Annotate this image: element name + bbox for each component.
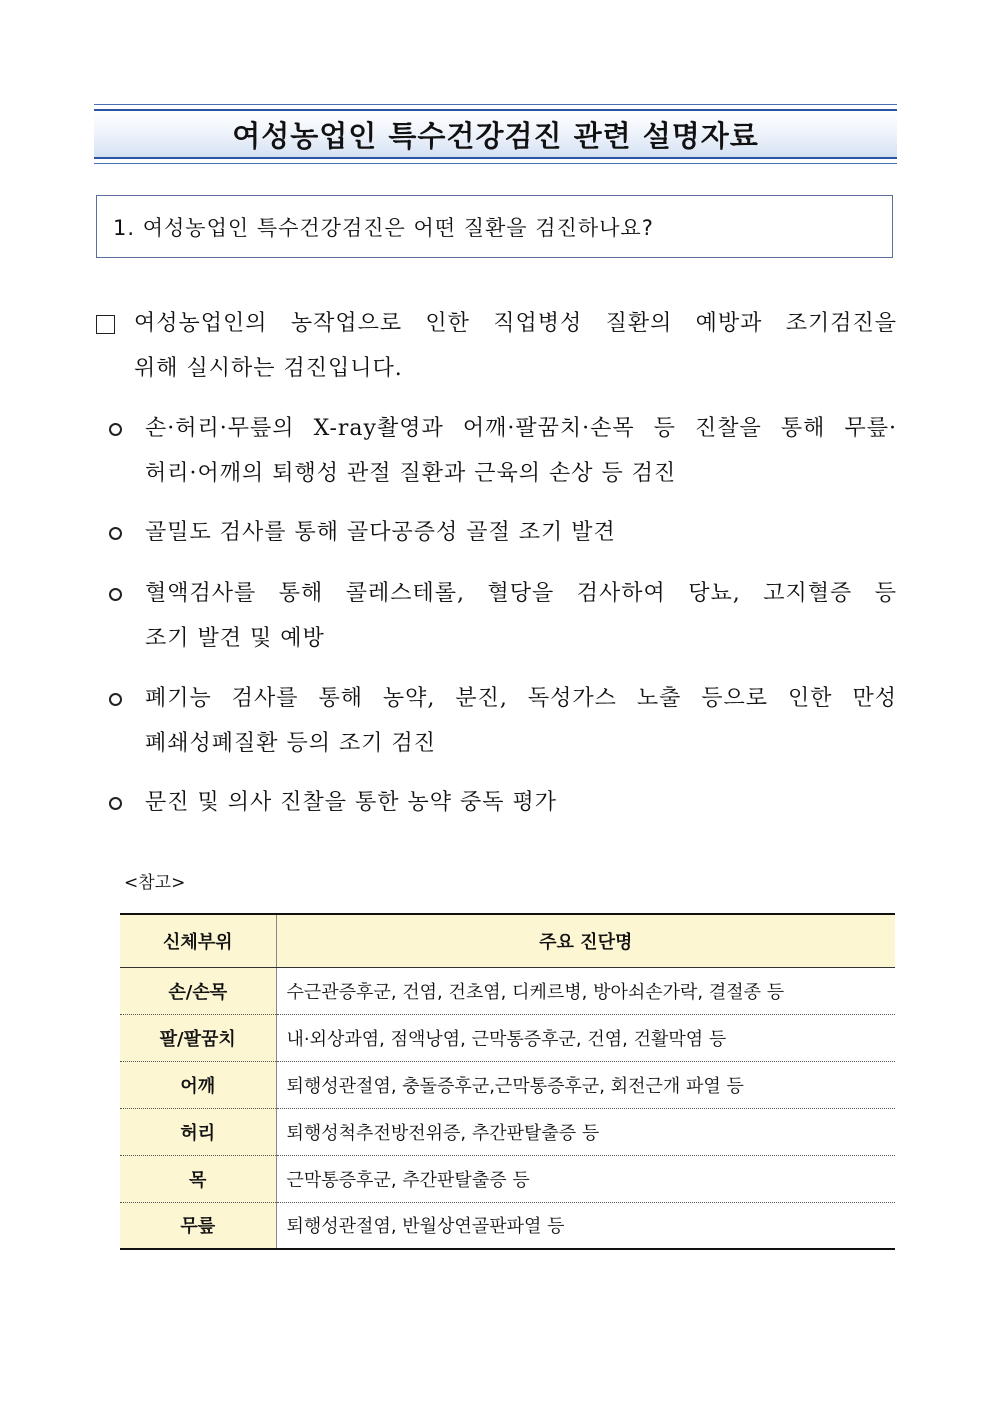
body-part-cell: 허리 xyxy=(120,1108,276,1155)
table-row xyxy=(120,1108,895,1155)
title-banner-inner xyxy=(94,109,897,159)
bullet-4-line-2: 폐쇄성폐질환 등의 조기 검진 xyxy=(145,731,437,756)
circle-bullet-icon xyxy=(109,797,122,810)
intro-line-1: 여성농업인의 농작업으로 인한 직업병성 질환의 예방과 조기검진을 xyxy=(134,311,897,336)
diagnosis-cell: 수근관증후군, 건염, 건초염, 디케르병, 방아쇠손가락, 결절종 등 xyxy=(276,967,895,1014)
question-box xyxy=(96,195,893,258)
body-part-cell: 어깨 xyxy=(120,1061,276,1108)
body-part-cell: 팔/팔꿈치 xyxy=(120,1014,276,1061)
bullet-3-line-2: 조기 발견 및 예방 xyxy=(145,626,325,651)
page-title: 여성농업인 특수건강검진 관련 설명자료 xyxy=(232,118,759,153)
circle-bullet-icon xyxy=(109,423,122,436)
header-diagnosis: 주요 진단명 xyxy=(276,914,895,967)
table-row xyxy=(120,1061,895,1108)
bullet-5-line-1: 문진 및 의사 진찰을 통한 농약 중독 평가 xyxy=(145,790,557,815)
bullet-4-line-1: 폐기능 검사를 통해 농약, 분진, 독성가스 노출 등으로 인한 만성 xyxy=(145,686,897,711)
table-row xyxy=(120,1155,895,1202)
diagnosis-cell: 퇴행성관절염, 반월상연골판파열 등 xyxy=(276,1202,895,1249)
bullet-3-line-1: 혈액검사를 통해 콜레스테롤, 혈당을 검사하여 당뇨, 고지혈증 등 xyxy=(145,581,897,606)
circle-bullet-icon xyxy=(109,588,122,601)
circle-bullet-icon xyxy=(109,693,122,706)
table-row xyxy=(120,1014,895,1061)
question-text: 1. 여성농업인 특수건강검진은 어떤 질환을 검진하나요? xyxy=(113,215,654,240)
diagnosis-cell: 퇴행성관절염, 충돌증후군,근막통증후군, 회전근개 파열 등 xyxy=(276,1061,895,1108)
body-part-cell: 목 xyxy=(120,1155,276,1202)
body-part-cell: 손/손목 xyxy=(120,967,276,1014)
bullet-1-line-1: 손·허리·무릎의 X-ray촬영과 어깨·팔꿈치·손목 등 진찰을 통해 무릎· xyxy=(145,416,897,441)
diagnosis-cell: 근막통증후군, 추간판탈출증 등 xyxy=(276,1155,895,1202)
table-header-row xyxy=(120,914,895,967)
intro-line-2: 위해 실시하는 검진입니다. xyxy=(134,356,403,381)
circle-bullet-icon xyxy=(109,527,122,540)
square-bullet-icon xyxy=(96,315,115,334)
table-row xyxy=(120,1202,895,1249)
title-banner xyxy=(94,104,897,164)
bullet-1-line-2: 허리·어깨의 퇴행성 관절 질환과 근육의 손상 등 검진 xyxy=(145,461,677,486)
body-part-cell: 무릎 xyxy=(120,1202,276,1249)
header-body-part: 신체부위 xyxy=(120,914,276,967)
bullet-2-line-1: 골밀도 검사를 통해 골다공증성 골절 조기 발견 xyxy=(145,520,616,545)
diagnosis-cell: 내·외상과염, 점액낭염, 근막통증후군, 건염, 건활막염 등 xyxy=(276,1014,895,1061)
note-label: <참고> xyxy=(124,873,186,893)
reference-table xyxy=(120,913,895,1250)
diagnosis-cell: 퇴행성척추전방전위증, 추간판탈출증 등 xyxy=(276,1108,895,1155)
table-row xyxy=(120,967,895,1014)
